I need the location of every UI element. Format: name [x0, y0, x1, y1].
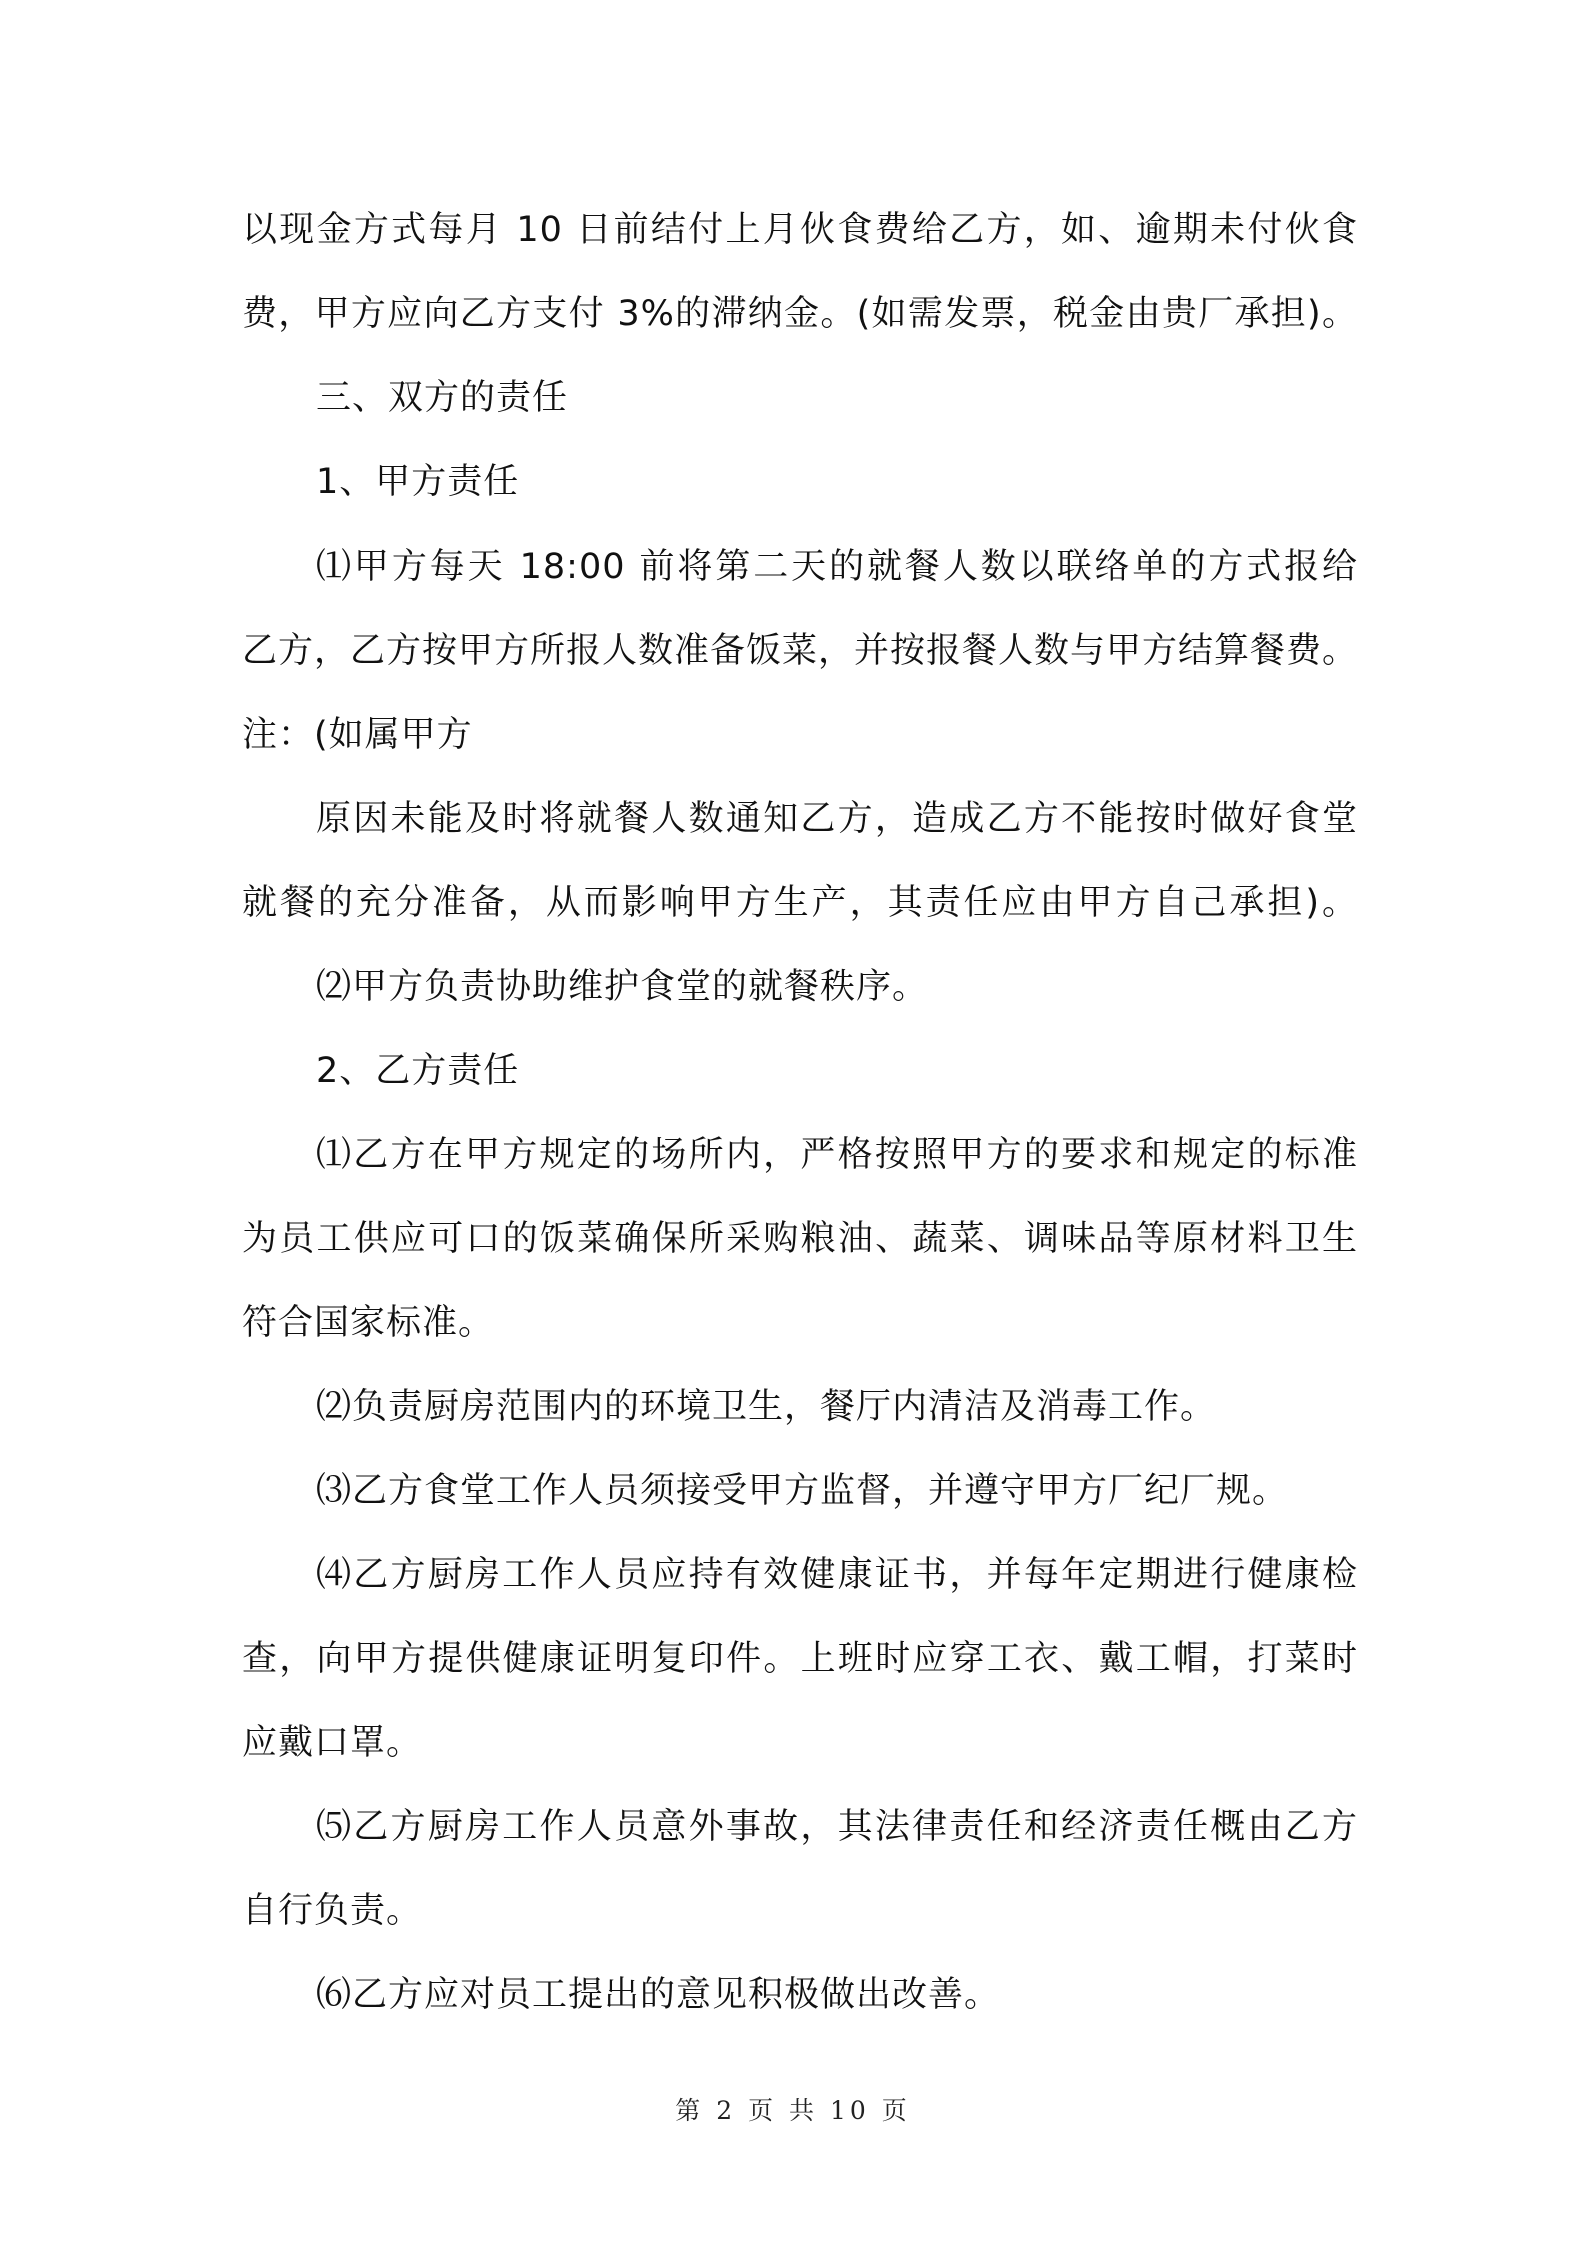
body-line: ⑷乙方厨房工作人员应持有效健康证书，并每年定期进行健康检 [316, 1555, 1358, 1595]
body-line: 费，甲方应向乙方支付 3%的滞纳金。(如需发票，税金由贵厂承担)。 [242, 294, 1358, 334]
body-line: ⑵负责厨房范围内的环境卫生，餐厅内清洁及消毒工作。 [316, 1387, 1217, 1427]
body-line: 注：(如属甲方 [242, 715, 473, 755]
body-line: ⑶乙方食堂工作人员须接受甲方监督，并遵守甲方厂纪厂规。 [316, 1471, 1289, 1511]
section-heading: 三、双方的责任 [316, 378, 569, 418]
body-line: ⑴甲方每天 18:00 前将第二天的就餐人数以联络单的方式报给 [316, 547, 1358, 587]
body-line: ⑸乙方厨房工作人员意外事故，其法律责任和经济责任概由乙方 [316, 1807, 1358, 1847]
body-line: 符合国家标准。 [242, 1303, 495, 1343]
body-line: 就餐的充分准备，从而影响甲方生产，其责任应由甲方自己承担)。 [242, 883, 1358, 923]
subsection-heading: 1、甲方责任 [316, 462, 520, 502]
body-line: ⑵甲方负责协助维护食堂的就餐秩序。 [316, 967, 929, 1007]
body-line: 乙方，乙方按甲方所报人数准备饭菜，并按报餐人数与甲方结算餐费。 [242, 631, 1359, 671]
subsection-heading: 2、乙方责任 [316, 1051, 520, 1091]
body-line: 应戴口罩。 [242, 1723, 423, 1763]
body-line: ⑴乙方在甲方规定的场所内，严格按照甲方的要求和规定的标准 [316, 1135, 1358, 1175]
body-line: 查，向甲方提供健康证明复印件。上班时应穿工衣、戴工帽，打菜时 [242, 1639, 1358, 1679]
body-line: 为员工供应可口的饭菜确保所采购粮油、蔬菜、调味品等原材料卫生 [242, 1219, 1358, 1259]
body-line: 原因未能及时将就餐人数通知乙方，造成乙方不能按时做好食堂 [316, 799, 1358, 839]
page-number-footer: 第 2 页 共 10 页 [675, 2096, 911, 2125]
body-line: 自行负责。 [242, 1891, 423, 1931]
body-line: ⑹乙方应对员工提出的意见积极做出改善。 [316, 1975, 1001, 2015]
body-line: 以现金方式每月 10 日前结付上月伙食费给乙方，如、逾期未付伙食 [242, 210, 1358, 250]
